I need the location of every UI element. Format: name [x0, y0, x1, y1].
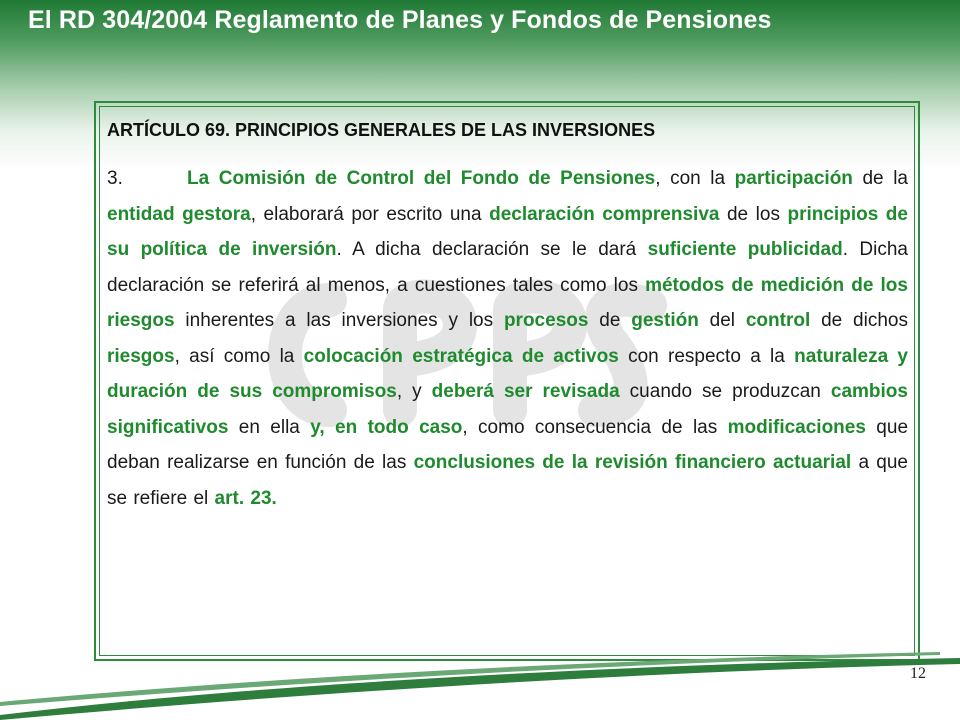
paragraph-text: , como consecuencia de las [462, 416, 728, 438]
highlighted-term: entidad gestora [107, 203, 251, 225]
highlighted-term: conclusiones de la revisión financiero actuarial [413, 452, 852, 473]
paragraph-text: a que se refiere el [107, 452, 908, 509]
highlighted-term: colocación estratégica de activos [303, 345, 619, 367]
page-number: 12 [910, 665, 926, 682]
paragraph-text: con respecto a la [618, 345, 795, 367]
highlighted-term: modificaciones [727, 416, 866, 438]
paragraph-text: , así como la [174, 345, 304, 367]
paragraph-text: , y [396, 381, 432, 402]
highlighted-term: control [745, 310, 811, 331]
article-heading: ARTÍCULO 69. PRINCIPIOS GENERALES DE LAS INVERSIONES [107, 120, 656, 140]
highlighted-term: deberá ser revisada [431, 381, 620, 402]
highlighted-term: La Comisión de Control del Fondo de Pensiones [187, 168, 656, 189]
highlighted-term: métodos de medición de los riesgos [107, 274, 908, 331]
highlighted-term: participación [734, 168, 853, 189]
paragraph-text: que deban realizarse en función de las [107, 416, 909, 473]
paragraph-text: inherentes a las inversiones y los [174, 310, 504, 331]
highlighted-term: art. 23. [214, 487, 277, 509]
paragraph-text: de la [852, 168, 908, 189]
paragraph-text: del [698, 310, 746, 331]
highlighted-term: gestión [631, 310, 699, 331]
highlighted-term: principios de su política de inversión [107, 203, 908, 260]
highlighted-term: procesos [503, 310, 589, 331]
paragraph-text: de dichos [810, 310, 908, 331]
paragraph-text: en ella [228, 416, 311, 438]
paragraph-text: cuando se produzcan [619, 381, 831, 402]
highlighted-term: suficiente publicidad [647, 239, 843, 260]
highlighted-term: declaración comprensiva [489, 203, 720, 225]
article-frame [94, 101, 920, 661]
paragraph-text: , elaborará por escrito una [250, 203, 490, 225]
slide-title: El RD 304/2004 Reglamento de Planes y Fondos de Pensiones [28, 6, 772, 34]
highlighted-term: riesgos [107, 345, 175, 367]
highlighted-term: cambios significativos [107, 381, 908, 438]
highlighted-term: y, en todo caso [310, 416, 463, 438]
paragraph-text: de los [719, 203, 788, 225]
paragraph-number: 3. [107, 168, 123, 189]
article-content [107, 115, 908, 516]
paragraph-text: . Dicha declaración se referirá al menos, a cuestiones tales como los [107, 239, 908, 296]
article-paragraph [107, 161, 908, 516]
highlighted-term: naturaleza y duración de sus compromisos [107, 345, 908, 402]
paragraph-text: , con la [655, 168, 735, 189]
green-swoosh-icon [0, 640, 960, 720]
paragraph-text: de [588, 310, 632, 331]
paragraph-text: . A dicha declaración se le dará [336, 239, 648, 260]
